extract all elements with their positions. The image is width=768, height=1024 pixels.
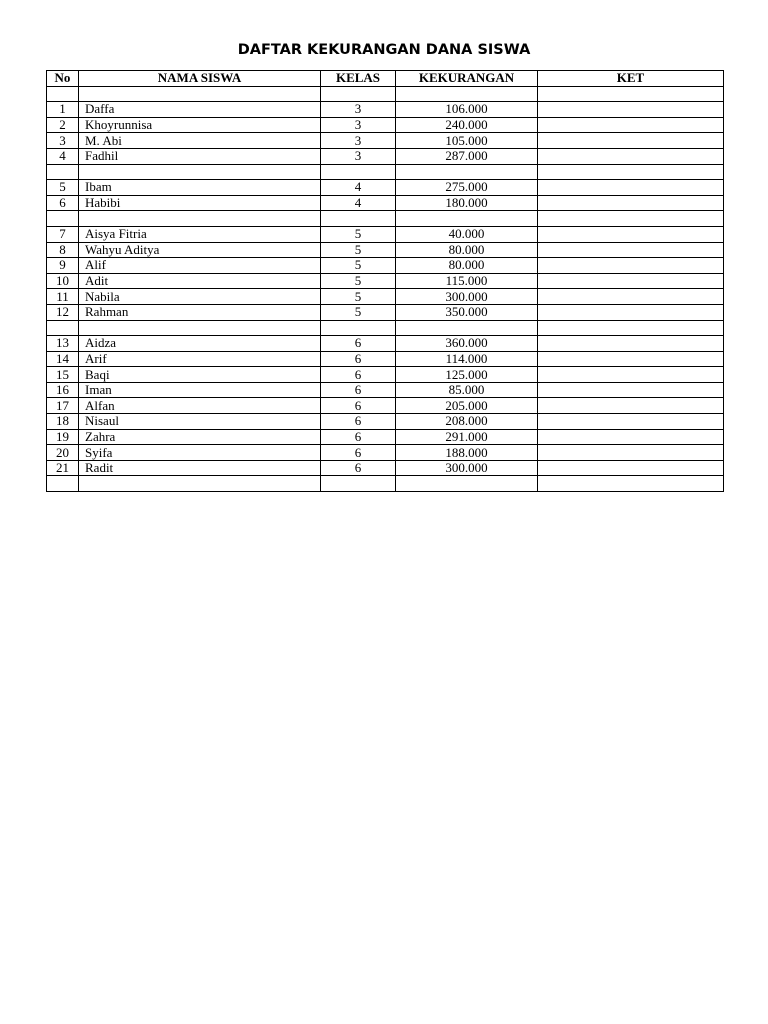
table-row <box>47 398 724 414</box>
cell-ket <box>538 242 724 258</box>
cell-ket <box>538 211 724 227</box>
cell-kelas <box>321 320 396 336</box>
cell-nama-siswa <box>79 86 321 102</box>
cell-ket <box>538 304 724 320</box>
cell-kekurangan: 300.000 <box>396 289 538 305</box>
cell-no: 18 <box>47 414 79 430</box>
cell-kekurangan: 205.000 <box>396 398 538 414</box>
cell-kelas: 3 <box>321 117 396 133</box>
cell-nama-siswa: Arif <box>79 351 321 367</box>
table-row <box>47 476 724 492</box>
cell-nama-siswa: Radit <box>79 460 321 476</box>
table-row <box>47 445 724 461</box>
cell-ket <box>538 414 724 430</box>
cell-nama-siswa: Syifa <box>79 445 321 461</box>
cell-kelas <box>321 211 396 227</box>
cell-nama-siswa: Baqi <box>79 367 321 383</box>
table-row <box>47 195 724 211</box>
cell-nama-siswa: Nabila <box>79 289 321 305</box>
cell-kelas: 6 <box>321 460 396 476</box>
cell-ket <box>538 164 724 180</box>
cell-kekurangan: 208.000 <box>396 414 538 430</box>
cell-ket <box>538 398 724 414</box>
cell-kekurangan: 350.000 <box>396 304 538 320</box>
table-row <box>47 117 724 133</box>
table-row <box>47 460 724 476</box>
cell-kelas: 6 <box>321 336 396 352</box>
cell-kekurangan <box>396 476 538 492</box>
cell-nama-siswa: M. Abi <box>79 133 321 149</box>
cell-no: 20 <box>47 445 79 461</box>
cell-ket <box>538 460 724 476</box>
cell-kekurangan: 115.000 <box>396 273 538 289</box>
cell-no: 3 <box>47 133 79 149</box>
cell-kekurangan: 287.000 <box>396 148 538 164</box>
cell-no: 13 <box>47 336 79 352</box>
table-row <box>47 180 724 196</box>
table-row <box>47 304 724 320</box>
cell-kelas: 5 <box>321 258 396 274</box>
cell-nama-siswa <box>79 320 321 336</box>
cell-ket <box>538 133 724 149</box>
cell-kekurangan: 360.000 <box>396 336 538 352</box>
cell-kekurangan: 80.000 <box>396 258 538 274</box>
cell-ket <box>538 429 724 445</box>
header-no: No <box>47 71 79 87</box>
cell-ket <box>538 289 724 305</box>
cell-ket <box>538 148 724 164</box>
cell-kelas: 6 <box>321 429 396 445</box>
cell-no: 10 <box>47 273 79 289</box>
header-nama-siswa: NAMA SISWA <box>79 71 321 87</box>
table-row <box>47 226 724 242</box>
cell-ket <box>538 258 724 274</box>
cell-ket <box>538 102 724 118</box>
cell-kekurangan <box>396 86 538 102</box>
cell-nama-siswa: Daffa <box>79 102 321 118</box>
table-row <box>47 211 724 227</box>
cell-kekurangan: 188.000 <box>396 445 538 461</box>
cell-no <box>47 211 79 227</box>
cell-nama-siswa: Fadhil <box>79 148 321 164</box>
table-row <box>47 164 724 180</box>
table-row <box>47 320 724 336</box>
table-row <box>47 86 724 102</box>
table-header-row <box>47 71 724 87</box>
table-row <box>47 242 724 258</box>
cell-ket <box>538 86 724 102</box>
cell-kekurangan: 85.000 <box>396 382 538 398</box>
cell-no <box>47 320 79 336</box>
cell-no: 21 <box>47 460 79 476</box>
table-row <box>47 351 724 367</box>
cell-nama-siswa: Alif <box>79 258 321 274</box>
cell-kekurangan: 106.000 <box>396 102 538 118</box>
cell-kekurangan: 105.000 <box>396 133 538 149</box>
cell-kekurangan <box>396 211 538 227</box>
cell-no: 17 <box>47 398 79 414</box>
cell-nama-siswa <box>79 476 321 492</box>
cell-no: 16 <box>47 382 79 398</box>
table-row <box>47 429 724 445</box>
cell-nama-siswa: Alfan <box>79 398 321 414</box>
cell-no <box>47 164 79 180</box>
cell-kekurangan <box>396 320 538 336</box>
cell-kekurangan: 240.000 <box>396 117 538 133</box>
cell-kelas <box>321 476 396 492</box>
cell-kelas: 4 <box>321 195 396 211</box>
cell-nama-siswa: Adit <box>79 273 321 289</box>
cell-no: 11 <box>47 289 79 305</box>
cell-no <box>47 86 79 102</box>
table-row <box>47 289 724 305</box>
cell-kekurangan: 114.000 <box>396 351 538 367</box>
cell-kekurangan: 180.000 <box>396 195 538 211</box>
cell-no: 9 <box>47 258 79 274</box>
cell-kelas <box>321 164 396 180</box>
cell-ket <box>538 320 724 336</box>
cell-ket <box>538 445 724 461</box>
cell-nama-siswa: Aidza <box>79 336 321 352</box>
cell-nama-siswa: Aisya Fitria <box>79 226 321 242</box>
cell-kelas: 5 <box>321 226 396 242</box>
cell-kekurangan <box>396 164 538 180</box>
cell-nama-siswa: Zahra <box>79 429 321 445</box>
table-row <box>47 414 724 430</box>
table-row <box>47 133 724 149</box>
cell-no: 14 <box>47 351 79 367</box>
table-row <box>47 273 724 289</box>
cell-kelas: 3 <box>321 102 396 118</box>
cell-kelas: 5 <box>321 242 396 258</box>
cell-ket <box>538 195 724 211</box>
cell-kelas: 6 <box>321 351 396 367</box>
cell-nama-siswa: Ibam <box>79 180 321 196</box>
cell-nama-siswa: Nisaul <box>79 414 321 430</box>
header-kelas: KELAS <box>321 71 396 87</box>
cell-kekurangan: 125.000 <box>396 367 538 383</box>
cell-kelas: 4 <box>321 180 396 196</box>
cell-no: 5 <box>47 180 79 196</box>
header-kekurangan: KEKURANGAN <box>396 71 538 87</box>
cell-kelas: 5 <box>321 304 396 320</box>
cell-kelas: 5 <box>321 273 396 289</box>
cell-kelas: 6 <box>321 382 396 398</box>
cell-nama-siswa <box>79 164 321 180</box>
cell-kelas: 5 <box>321 289 396 305</box>
cell-no: 4 <box>47 148 79 164</box>
cell-ket <box>538 117 724 133</box>
cell-no: 7 <box>47 226 79 242</box>
table-row <box>47 382 724 398</box>
cell-kekurangan: 80.000 <box>396 242 538 258</box>
cell-nama-siswa <box>79 211 321 227</box>
cell-ket <box>538 351 724 367</box>
cell-ket <box>538 336 724 352</box>
cell-nama-siswa: Wahyu Aditya <box>79 242 321 258</box>
cell-kelas <box>321 86 396 102</box>
table-body <box>47 86 724 491</box>
table-row <box>47 367 724 383</box>
table-row <box>47 102 724 118</box>
cell-nama-siswa: Habibi <box>79 195 321 211</box>
cell-kelas: 6 <box>321 367 396 383</box>
cell-kelas: 6 <box>321 414 396 430</box>
cell-no: 15 <box>47 367 79 383</box>
table-row <box>47 336 724 352</box>
cell-kelas: 6 <box>321 445 396 461</box>
table-row <box>47 148 724 164</box>
student-deficit-table <box>46 70 724 492</box>
cell-ket <box>538 476 724 492</box>
cell-ket <box>538 180 724 196</box>
cell-no: 6 <box>47 195 79 211</box>
header-ket: KET <box>538 71 724 87</box>
cell-ket <box>538 273 724 289</box>
document-title: DAFTAR KEKURANGAN DANA SISWA <box>237 42 531 58</box>
cell-kelas: 3 <box>321 133 396 149</box>
cell-no: 19 <box>47 429 79 445</box>
cell-kelas: 3 <box>321 148 396 164</box>
cell-nama-siswa: Rahman <box>79 304 321 320</box>
cell-ket <box>538 382 724 398</box>
cell-no: 1 <box>47 102 79 118</box>
cell-no: 2 <box>47 117 79 133</box>
cell-nama-siswa: Khoyrunnisa <box>79 117 321 133</box>
cell-kekurangan: 300.000 <box>396 460 538 476</box>
cell-kelas: 6 <box>321 398 396 414</box>
cell-kekurangan: 40.000 <box>396 226 538 242</box>
cell-kekurangan: 275.000 <box>396 180 538 196</box>
cell-ket <box>538 226 724 242</box>
cell-kekurangan: 291.000 <box>396 429 538 445</box>
cell-no: 12 <box>47 304 79 320</box>
cell-ket <box>538 367 724 383</box>
cell-no <box>47 476 79 492</box>
table-row <box>47 258 724 274</box>
cell-no: 8 <box>47 242 79 258</box>
cell-nama-siswa: Iman <box>79 382 321 398</box>
